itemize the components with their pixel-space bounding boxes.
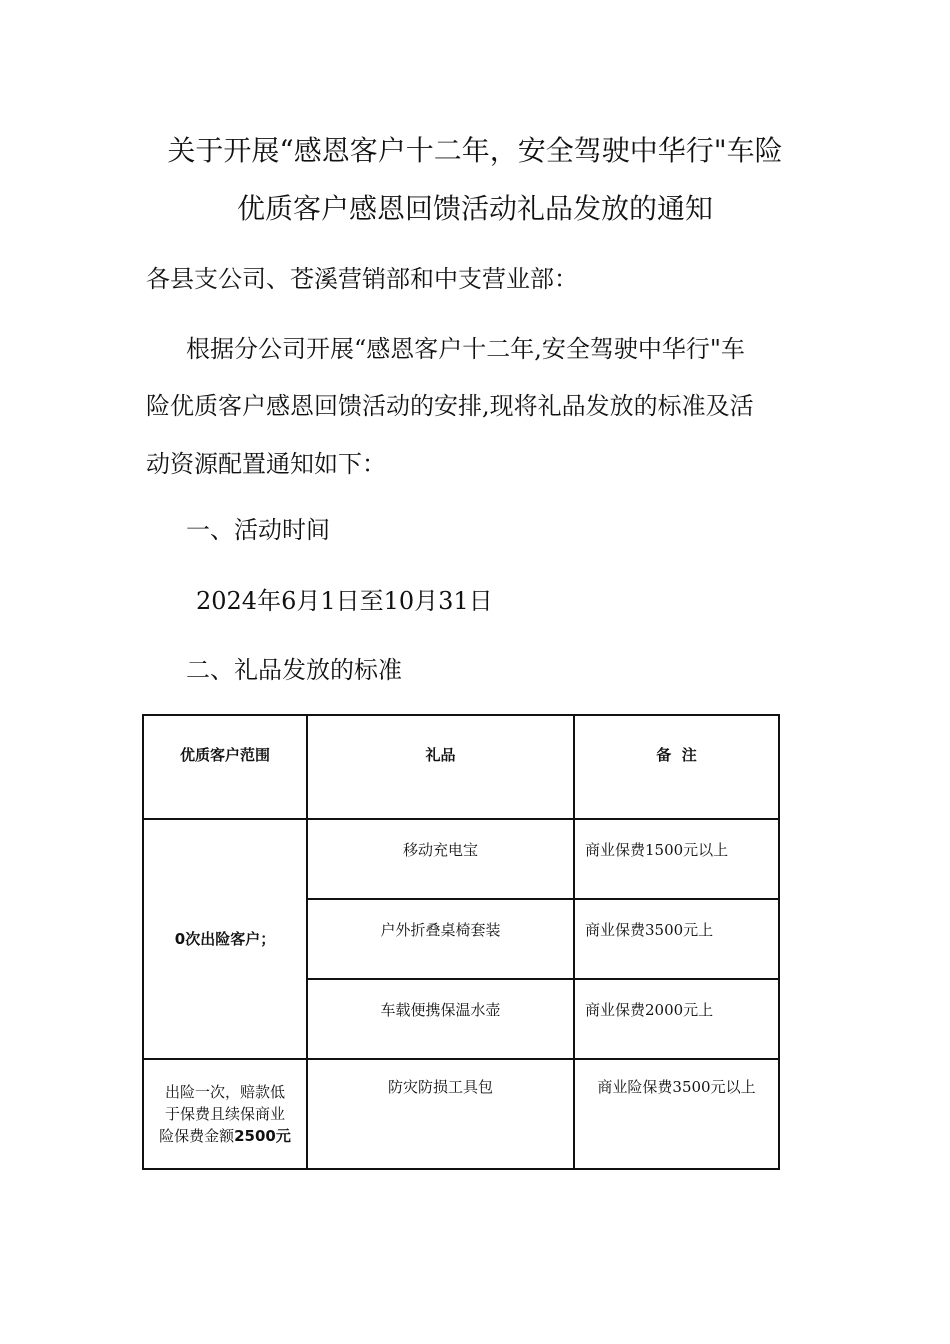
scope-one-claim-amount: 2500元 bbox=[234, 1127, 291, 1145]
gift-cell: 车载便携保温水壶 bbox=[307, 979, 574, 1059]
table-header-row bbox=[143, 715, 779, 819]
scope-one-claim-line-3-text: 险保费金额 bbox=[159, 1127, 235, 1145]
table-row bbox=[143, 1059, 779, 1169]
scope-one-claim-line-3 bbox=[144, 1125, 306, 1147]
section-heading-standard: 二、礼品发放的标准 bbox=[186, 656, 402, 684]
header-gift: 礼品 bbox=[307, 715, 574, 819]
note-cell: 商业险保费3500元以上 bbox=[574, 1059, 779, 1169]
gift-standard-table bbox=[142, 714, 780, 1170]
scope-one-claim-line-1: 出险一次，赔款低 bbox=[164, 1083, 285, 1101]
note-cell: 商业保费1500元以上 bbox=[574, 819, 779, 899]
table-row bbox=[143, 819, 779, 899]
gift-cell: 移动充电宝 bbox=[307, 819, 574, 899]
scope-zero-claims-text: 0次出险客户； bbox=[174, 930, 276, 948]
title-line-1: 关于开展“感恩客户十二年，安全驾驶中华行"车险 bbox=[167, 134, 783, 167]
salutation: 各县支公司、苍溪营销部和中支营业部： bbox=[146, 265, 578, 293]
title-line-2: 优质客户感恩回馈活动礼品发放的通知 bbox=[236, 192, 713, 225]
intro-line-3: 动资源配置通知如下： bbox=[146, 450, 386, 478]
scope-one-claim bbox=[143, 1059, 307, 1169]
header-customer-scope: 优质客户范围 bbox=[143, 715, 307, 819]
note-cell: 商业保费2000元上 bbox=[574, 979, 779, 1059]
note-cell: 商业保费3500元上 bbox=[574, 899, 779, 979]
scope-one-claim-line-2: 于保费且续保商业 bbox=[164, 1105, 285, 1123]
gift-cell: 户外折叠桌椅套装 bbox=[307, 899, 574, 979]
gift-cell: 防灾防损工具包 bbox=[307, 1059, 574, 1169]
intro-line-2: 险优质客户感恩回馈活动的安排,现将礼品发放的标准及活 bbox=[146, 392, 754, 420]
scope-zero-claims bbox=[143, 819, 307, 1059]
header-remarks: 备 注 bbox=[574, 715, 779, 819]
intro-line-1: 根据分公司开展“感恩客户十二年,安全驾驶中华行"车 bbox=[186, 335, 745, 363]
section-heading-time: 一、活动时间 bbox=[186, 516, 330, 544]
activity-date-range: 2024年6月1日至10月31日 bbox=[196, 587, 493, 615]
